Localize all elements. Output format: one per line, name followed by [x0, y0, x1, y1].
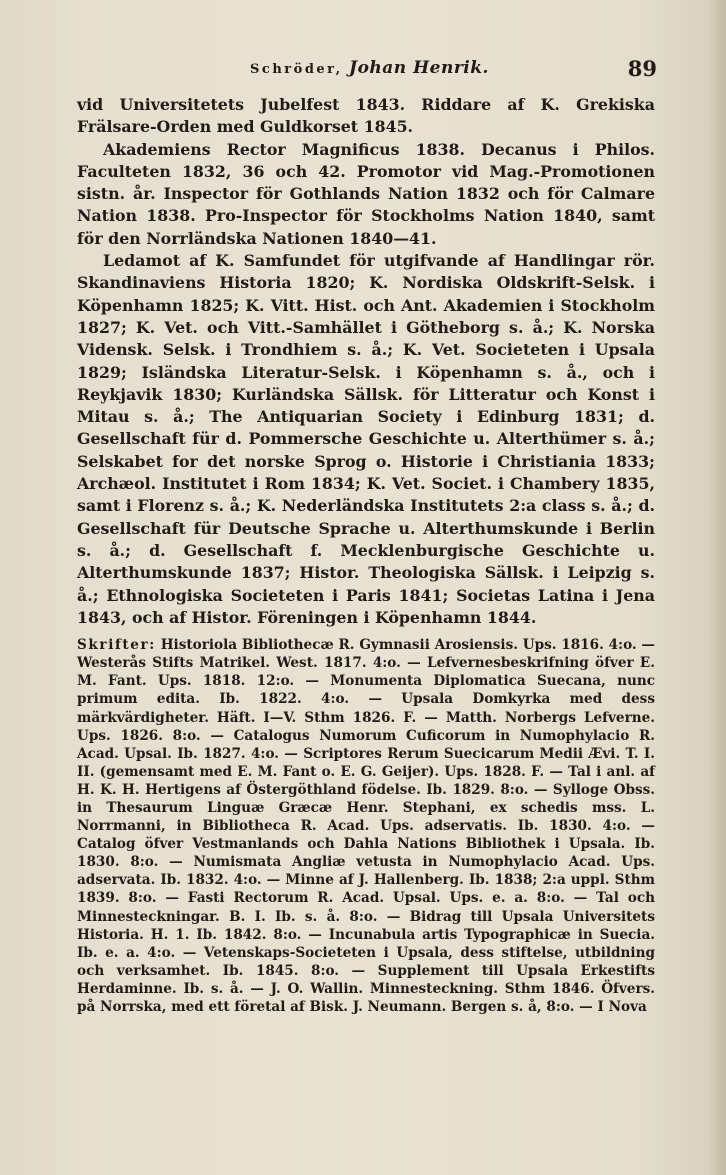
memberships-paragraph: Ledamot af K. Samfundet för utgifvande af Handlingar rör. Skandinaviens Historia 1820; K. Nordiska Oldskrift-Selsk. i Köpenhamn 1825; K. Vitt. Hist. och Ant. Akademien i Stockholm 1827; K. Vet. och Vitt.-Samhället i Götheborg s. å.; K. Norska Vidensk. Selsk. i Trondhiem s. å.; K. Vet. Societeten i Upsala 1829; Isländska Literatur-Selsk. i Köpenhamn s. å., och i Reykjavik 1830; Kurländska Sällsk. för Litteratur och Konst i Mitau s. å.; The Antiquarian Society i Edinburg 1831; d. Gesellschaft für d. Pommersche Geschichte u. Alterthümer s. å.; Selskabet for det norske Sprog o. Historie i Christiania 1833; Archæol. Institutet i Rom 1834; K. Vet. Societ. i Chambery 1835, samt i Florenz s. å.; K. Nederländska Institutets 2:a class s. å.; d. Gesellschaft für Deutsche Sprache u. Alterthumskunde i Berlin s. å.; d. Gesellschaft f. Mecklenburgische Geschichte u. Alterthumskunde 1837; Histor. Theologiska Sällsk. i Leipzig s. å.; Ethnologiska Societeten i Paris 1841; Societas Latina i Jena 1843, och af Histor. Föreningen i Köpenhamn 1844. — [77, 251, 655, 627]
page-number: 89 — [627, 56, 657, 81]
running-head-surname: Schröder, — [250, 62, 343, 77]
main-text — [77, 94, 655, 1016]
works-block — [77, 636, 655, 1016]
honours-paragraph: vid Universitetets Jubelfest 1843. Riddare af K. Grekiska Frälsare-Orden med Guldkorset 1845. — [77, 95, 655, 137]
academic-offices-paragraph: Akademiens Rector Magnificus 1838. Decanus i Philos. Faculteten 1832, 36 och 42. Promotor vid Mag.-Promotionen sistn. år. Inspector för Gothlands Nation 1832 och för Calmare Nation 1838. Pro-Inspector för Stockholms Nation 1840, samt för den Norrländska Nationen 1840—41. — [77, 139, 655, 248]
page-header — [82, 58, 657, 86]
works-list: Historiola Bibliothecæ R. Gymnasii Arosiensis. Ups. 1816. 4:o. — Westerås Stifts Matrikel. West. 1817. 4:o. — Lefvernesbeskrifning öfver E. M. Fant. Ups. 1818. 12:o. — Monumenta Diplomatica Suecana, nunc primum edita. Ib. 1822. 4:o. — Upsala Domkyrka med dess märkvärdigheter. Häft. I—V. Sthm 1826. F. — Matth. Norbergs Lefverne. Ups. 1826. 8:o. — Catalogus Numorum Cuficorum in Numophylacio R. Acad. Upsal. Ib. 1827. 4:o. — Scriptores Rerum Suecicarum Medii Ævi. T. I. II. (gemensamt med E. M. Fant o. E. G. Geijer). Ups. 1828. F. — Tal i anl. af H. K. H. Hertigens af Östergöthland födelse. Ib. 1829. 8:o. — Sylloge Obss. in Thesaurum Linguæ Græcæ Henr. Stephani, ex schedis mss. L. Norrmanni, in Bibliotheca R. Acad. Ups. adservatis. Ib. 1830. 4:o. — Catalog öfver Vestmanlands och Dahla Nations Bibliothek i Upsala. Ib. 1830. 8:o. — Numismata Angliæ vetusta in Numophylacio Acad. Ups. adservata. Ib. 1832. 4:o. — Minne af J. Hallenberg. Ib. 1838; 2:a uppl. Sthm 1839. 8:o. — Fasti Rectorum R. Acad. Upsal. Ups. e. a. 8:o. — Tal och Minnesteckningar. B. I. Ib. s. å. 8:o. — Bidrag till Upsala Universitets Historia. H. 1. Ib. 1842. 8:o. — Incunabula artis Typographicæ in Suecia. Ib. e. a. 4:o. — Vetenskaps-Societeten i Upsala, dess stiftelse, utbildning och verksamhet. Ib. 1845. 8:o. — Supplement till Upsala Erkestifts Herdaminne. Ib. s. å. — J. O. Wallin. Minnesteckning. Sthm 1846. Öfvers. på Norrska, med ett företal af Bisk. J. Neumann. Bergen s. å, 8:o. — I Nova — [77, 637, 656, 1015]
works-label: Skrifter: — [77, 637, 156, 654]
works-paragraph — [77, 636, 655, 1016]
running-head — [82, 58, 657, 78]
biography-block — [77, 94, 655, 629]
running-head-given-names: Johan Henrik. — [349, 58, 489, 78]
